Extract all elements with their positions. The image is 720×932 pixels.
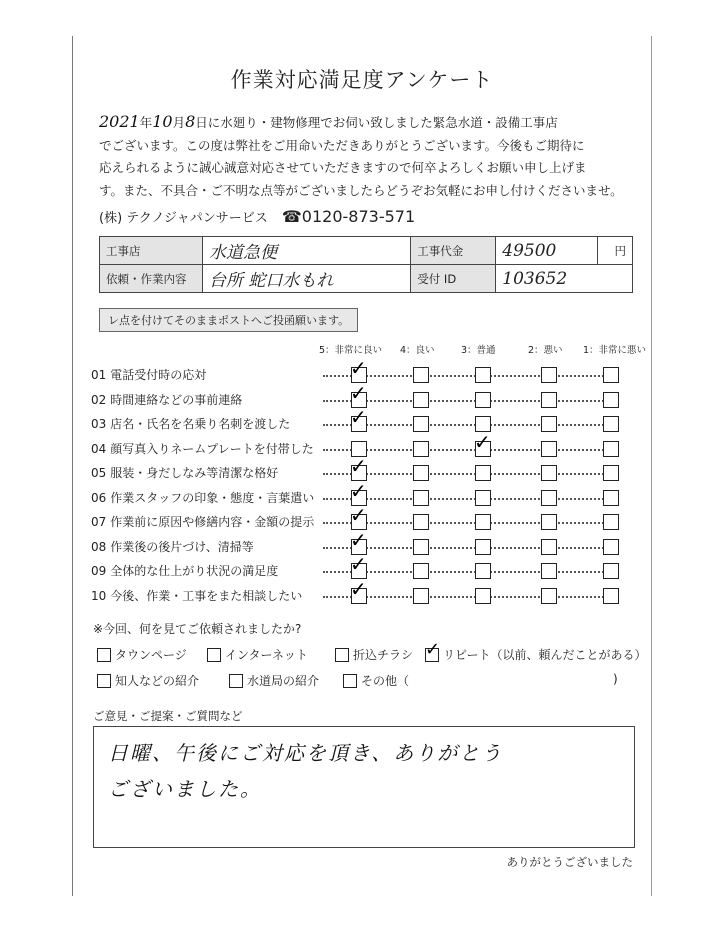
check-mark-icon: ✓ xyxy=(350,527,367,552)
option-checkbox[interactable] xyxy=(335,648,349,662)
rating-checkbox-2[interactable] xyxy=(541,392,557,408)
scale-label: 1：非常に悪い xyxy=(583,345,647,356)
rating-checkbox-4[interactable] xyxy=(413,563,429,579)
rating-checkbox-2[interactable] xyxy=(541,514,557,530)
closing-thanks: ありがとうございました xyxy=(506,855,633,869)
request-option[interactable]: 折込チラシ xyxy=(335,646,413,663)
question-label: 04 顔写真入りネームプレートを付帯した xyxy=(91,441,314,456)
check-mark-icon: ✓ xyxy=(350,405,367,429)
yen-unit: 円 xyxy=(598,237,633,265)
request-option[interactable]: 水道局の紹介 xyxy=(229,672,319,689)
check-mark-icon: ✓ xyxy=(350,454,367,478)
handwritten-day: 8 xyxy=(185,112,196,131)
phone-icon: ☎ xyxy=(281,207,302,226)
rating-checkbox-3[interactable] xyxy=(475,490,491,506)
rating-checkbox-3[interactable] xyxy=(475,392,491,408)
request-option[interactable]: ✓ リピート（以前、頼んだことがある） xyxy=(425,639,647,662)
rating-checkbox-5[interactable] xyxy=(350,576,367,604)
company-name: (株) テクノジャパンサービス xyxy=(99,211,268,226)
rating-checkbox-1[interactable] xyxy=(603,416,619,432)
option-checkbox[interactable] xyxy=(97,674,111,688)
fee-label: 工事代金 xyxy=(411,237,496,265)
rating-checkbox-4[interactable] xyxy=(413,416,429,432)
question-label: 05 服装・身だしなみ等清潔な格好 xyxy=(91,466,279,480)
rating-checkbox-2[interactable] xyxy=(541,539,557,555)
question-label: 06 作業スタッフの印象・態度・言葉遣い xyxy=(91,490,315,505)
check-mark-icon: ✓ xyxy=(350,380,367,405)
rating-checkbox-1[interactable] xyxy=(603,367,619,383)
check-mark-icon: ✓ xyxy=(425,639,441,660)
rating-checkbox-1[interactable] xyxy=(603,392,619,408)
question-label: 01 電話受付時の応対 xyxy=(91,368,207,382)
rating-checkbox-3[interactable] xyxy=(475,539,491,555)
comment-line-2: ございました。 xyxy=(108,777,262,801)
rating-checkbox-4[interactable] xyxy=(413,514,429,530)
scale-label: 2：悪い xyxy=(528,345,563,356)
rating-checkbox-4[interactable] xyxy=(413,490,429,506)
instruction-note: レ点を付けてそのままポストへご投函願います。 xyxy=(99,308,358,332)
rating-checkbox-1[interactable] xyxy=(603,441,619,457)
rating-checkbox-4[interactable] xyxy=(413,392,429,408)
survey-title: 作業対応満足度アンケート xyxy=(230,68,494,92)
request-question: ※今回、何を見てご依頼されましたか? xyxy=(93,622,302,636)
rating-checkbox-4[interactable] xyxy=(413,465,429,481)
rating-checkbox-2[interactable] xyxy=(541,367,557,383)
rating-checkbox-3[interactable] xyxy=(474,429,491,457)
intro-text xyxy=(99,111,649,202)
intro-line-3: 応えられるように誠心誠意対応させていただきますので何卒よろしくお願い申し上げま xyxy=(99,160,587,175)
rating-checkbox-2[interactable] xyxy=(541,563,557,579)
handwritten-month: 10 xyxy=(152,112,173,131)
scale-label: 3：普通 xyxy=(461,345,496,356)
question-label: 09 全体的な仕上がり状況の満足度 xyxy=(91,564,279,578)
comment-label: ご意見・ご提案・ご質問など xyxy=(93,709,243,723)
option-checkbox[interactable] xyxy=(97,648,111,662)
rating-checkbox-2[interactable] xyxy=(541,441,557,457)
check-mark-icon: ✓ xyxy=(350,503,367,527)
option-checkbox[interactable] xyxy=(343,674,357,688)
rating-checkbox-4[interactable] xyxy=(413,367,429,383)
question-label: 10 今後、作業・工事をまた相談したい xyxy=(91,588,303,603)
rating-checkbox-2[interactable] xyxy=(541,588,557,604)
shop-label: 工事店 xyxy=(100,237,203,265)
scale-label: 5：非常に良い xyxy=(319,345,383,356)
rating-checkbox-3[interactable] xyxy=(475,465,491,481)
option-checkbox[interactable] xyxy=(207,648,221,662)
rating-checkbox-3[interactable] xyxy=(475,563,491,579)
handwritten-year: 2021 xyxy=(99,112,140,131)
work-label: 依頼・作業内容 xyxy=(100,265,203,293)
rating-checkbox-5[interactable] xyxy=(350,405,367,432)
fee-value: 49500 xyxy=(496,237,598,265)
id-label: 受付 ID xyxy=(411,265,496,293)
shop-value: 水道急便 xyxy=(203,237,411,265)
company-info xyxy=(99,207,415,226)
question-label: 02 時間連絡などの事前連絡 xyxy=(91,392,243,407)
rating-checkbox-2[interactable] xyxy=(541,416,557,432)
rating-checkbox-2[interactable] xyxy=(541,465,557,481)
company-phone: ☎0120-873-571 xyxy=(281,207,416,226)
check-mark-icon: ✓ xyxy=(474,429,491,454)
intro-line-1: 2021年10月8日に水廻り・建物修理でお伺い致しました緊急水道・設備工事店 xyxy=(99,112,558,131)
question-label: 03 店名・氏名を名乗り名刺を渡した xyxy=(91,417,291,431)
check-mark-icon: ✓ xyxy=(350,552,367,576)
rating-checkbox-4[interactable] xyxy=(413,588,429,604)
rating-checkbox-1[interactable] xyxy=(603,465,619,481)
rating-checkbox-1[interactable] xyxy=(603,563,619,579)
rating-checkbox-3[interactable] xyxy=(475,514,491,530)
rating-checkbox-1[interactable] xyxy=(603,588,619,604)
scale-label: 4：良い xyxy=(400,345,435,356)
question-label: 07 作業前に原因や修繕内容・金額の提示 xyxy=(91,515,315,529)
work-value: 台所 蛇口水もれ xyxy=(203,265,411,293)
comment-box xyxy=(93,726,635,848)
rating-checkbox-3[interactable] xyxy=(475,588,491,604)
request-option[interactable]: 知人などの紹介 xyxy=(97,672,199,689)
rating-checkbox-4[interactable] xyxy=(413,441,429,457)
rating-checkbox-1[interactable] xyxy=(603,539,619,555)
rating-checkbox-2[interactable] xyxy=(541,490,557,506)
intro-line-2: でございます。この度は弊社をご用命いただきありがとうございます。今後もご期待に xyxy=(99,137,585,153)
request-option[interactable]: その他（ xyxy=(343,672,409,689)
comment-line-1: 日曜、午後にご対応を頂き、ありがとう xyxy=(108,741,504,765)
option-checkbox[interactable] xyxy=(229,674,243,688)
intro-line-4: す。また、不具合・ご不明な点等がございましたらどうぞお気軽にお申し付けくださいませ。 xyxy=(99,182,623,198)
survey-sheet xyxy=(72,36,652,896)
request-option[interactable]: タウンページ xyxy=(97,646,187,663)
other-close-paren: ) xyxy=(613,672,618,686)
check-mark-icon: ✓ xyxy=(350,576,367,601)
rating-checkbox-4[interactable] xyxy=(413,539,429,555)
question-label: 08 作業後の後片づけ、清掃等 xyxy=(91,539,254,554)
request-option[interactable]: インターネット xyxy=(207,646,308,663)
rating-checkbox-3[interactable] xyxy=(475,367,491,383)
job-info-table xyxy=(99,236,633,293)
check-mark-icon: ✓ xyxy=(350,356,367,380)
option-checkbox[interactable] xyxy=(425,639,441,662)
check-mark-icon: ✓ xyxy=(350,478,367,503)
rating-checkbox-1[interactable] xyxy=(603,490,619,506)
id-value: 103652 xyxy=(496,265,633,293)
rating-checkbox-1[interactable] xyxy=(603,514,619,530)
